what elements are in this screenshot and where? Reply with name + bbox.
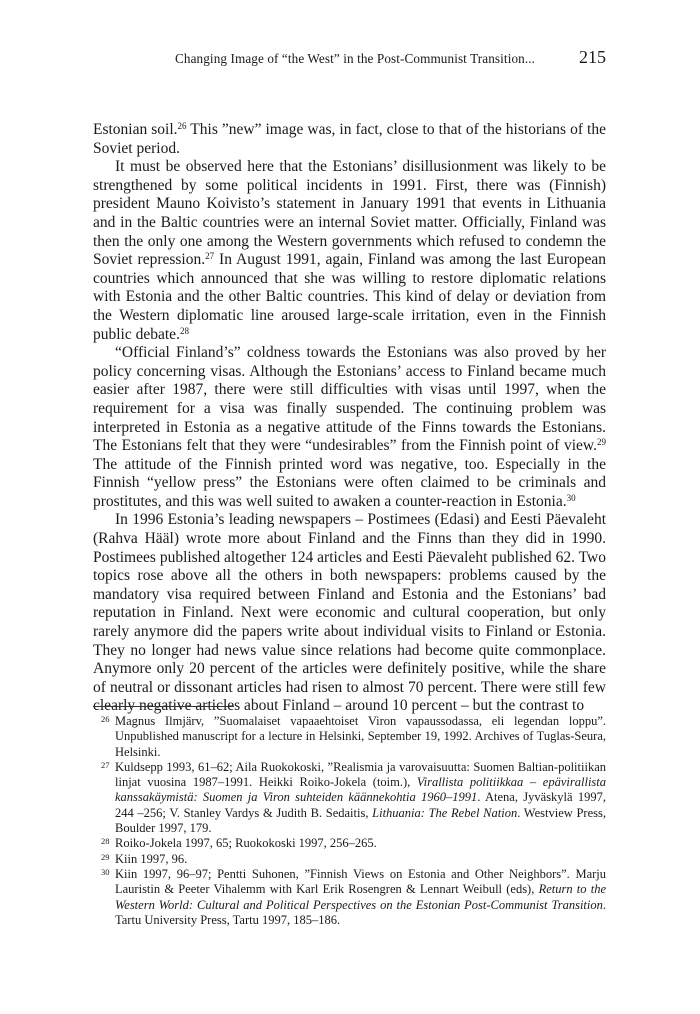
footnote-ref-30[interactable]: 30 xyxy=(566,492,576,503)
footnote-ref-26[interactable]: 26 xyxy=(177,121,187,131)
footnote-text: Kuldsepp 1993, 61–62; Aila Ruokokoski, ”Realismia ja varovaisuutta: Suomen Baltian-politiikan linjat vuosina 1987–1991. Heikki Roiko-Jokela (toim.), xyxy=(115,759,606,790)
footnote-28 xyxy=(93,836,606,851)
footnote-text: . Tartu University Press, Tartu 1997, 185–186. xyxy=(115,897,606,927)
page-number: 215 xyxy=(579,47,606,67)
paragraph-text: The attitude of the Finnish printed word was negative, too. Especially in the Finnish “yellow press” the Estonians were often claimed to be criminals and prostitutes, and this was well suited to awaken a counter-reaction in Estonia. xyxy=(93,455,606,510)
footnote-29 xyxy=(93,852,606,867)
footnote-mark: 28 xyxy=(101,836,110,847)
paragraph-1 xyxy=(93,121,606,158)
paragraph-text: In August 1991, again, Finland was among the last European countries which announced that she was willing to restore diplomatic relations with Estonia and the other Baltic countries. This kind of delay or deviation from the Western diplomatic line aroused large-scale irritation, even in the Finnish public debate. xyxy=(93,251,606,343)
footnote-30 xyxy=(93,867,606,928)
footnote-mark: 29 xyxy=(101,851,110,862)
paragraph-text: “Official Finland’s” coldness towards the Estonians was also proved by her policy concerning visas. Although the Estonians’ access to Finland became much easier after 1987, there were still difficulties with visas until 1997, when the requirement for a visa was finally suspended. The continuing problem was interpreted in Estonia as a negative attitude of the Finns towards the Estonians. The Estonians felt that they were “undesirables” from the Finnish point of view. xyxy=(93,344,606,455)
footnote-26 xyxy=(93,714,606,760)
footnote-book-title: Lithuania: The Rebel Nation xyxy=(372,805,518,820)
footnote-ref-29[interactable]: 29 xyxy=(597,437,606,448)
paragraph-text: This ”new” image was, in fact, close to that of the historians of the Soviet period. xyxy=(93,121,606,157)
paragraph-3 xyxy=(93,344,606,511)
paragraph-2 xyxy=(93,158,606,344)
paragraph-text: Estonian soil. xyxy=(93,121,178,138)
footnote-text: . Westview Press, Boulder 1997, 179. xyxy=(115,805,606,836)
running-head xyxy=(93,47,606,71)
footnote-27 xyxy=(93,760,606,836)
paragraph-text: It must be observed here that the Estonians’ disillusionment was likely to be strengthened by some political incidents in 1991. First, there was (Finnish) president Mauno Koivisto’s statement in January 1991 that events in Lithuania and in the Baltic countries were an internal Soviet matter. Officially, Finland was then the only one among the Western governments which refused to condemn the Soviet repression. xyxy=(93,158,606,269)
footnote-mark: 27 xyxy=(101,759,110,770)
footnote-book-title: Return to the Western World: Cultural and Political Perspectives on the Estonian Post-Communist Transition xyxy=(115,882,606,912)
running-title: Changing Image of “the West” in the Post-Communist Transition... xyxy=(175,51,536,66)
footnote-text: Kiin 1997, 96. xyxy=(115,851,188,866)
footnotes xyxy=(93,714,606,928)
paragraph-4 xyxy=(93,511,606,716)
footnote-mark: 30 xyxy=(101,866,110,877)
footnote-text: Kiin 1997, 96–97; Pentti Suhonen, ”Finnish Views on Estonia and Other Neighbors”. Marju Lauristin & Peeter Vihalemm with Karl Erik Rosengren & Lennart Weibull (eds), xyxy=(115,866,606,897)
footnote-book-title: Virallista politiikkaa – epävirallista kanssakäymistä: Suomen ja Viron suhteiden käännekohtia 1960–1991 xyxy=(115,775,606,805)
footnote-text: . Atena, Jyväskylä 1997, 244 –256; V. Stanley Vardys & Judith B. Sedaitis, xyxy=(115,790,606,820)
footnote-ref-28[interactable]: 28 xyxy=(179,325,189,336)
paragraph-text: In 1996 Estonia’s leading newspapers – Postimees (Edasi) and Eesti Päevaleht (Rahva Hääl) wrote more about Finland and the Finns than they did in 1990. Postimees published altogether 124 articles and Eesti Päevaleht published 62. Two topics rose above all the others in both newspapers: problems caused by the mandatory visa required between Finland and Estonia and the Estonians’ bad reputation in Finland. Next were economic and cultural cooperation, but only rarely anymore did the papers write about individual visits to Finland or Estonia. They no longer had news value since relations had become quite commonplace. Anymore only 20 percent of the articles were definitely positive, while the share of neutral or dissonant articles had risen to almost 70 percent. There were still few clearly negative articles about Finland – around 10 percent – but the contrast to xyxy=(93,511,606,715)
footnote-text: Roiko-Jokela 1997, 65; Ruokokoski 1997, 256–265. xyxy=(115,836,377,851)
footnote-mark: 26 xyxy=(101,714,110,724)
footnote-rule xyxy=(93,706,234,707)
footnote-ref-27[interactable]: 27 xyxy=(205,251,215,262)
footnote-text: Magnus Ilmjärv, ”Suomalaiset vapaaehtoiset Viron vapaussodassa, eli legendan loppu”. Unpublished manuscript for a lecture in Helsinki, September 19, 1992. Archives of Tuglas-Seura, Helsinki. xyxy=(115,714,606,759)
body-text xyxy=(93,121,606,716)
